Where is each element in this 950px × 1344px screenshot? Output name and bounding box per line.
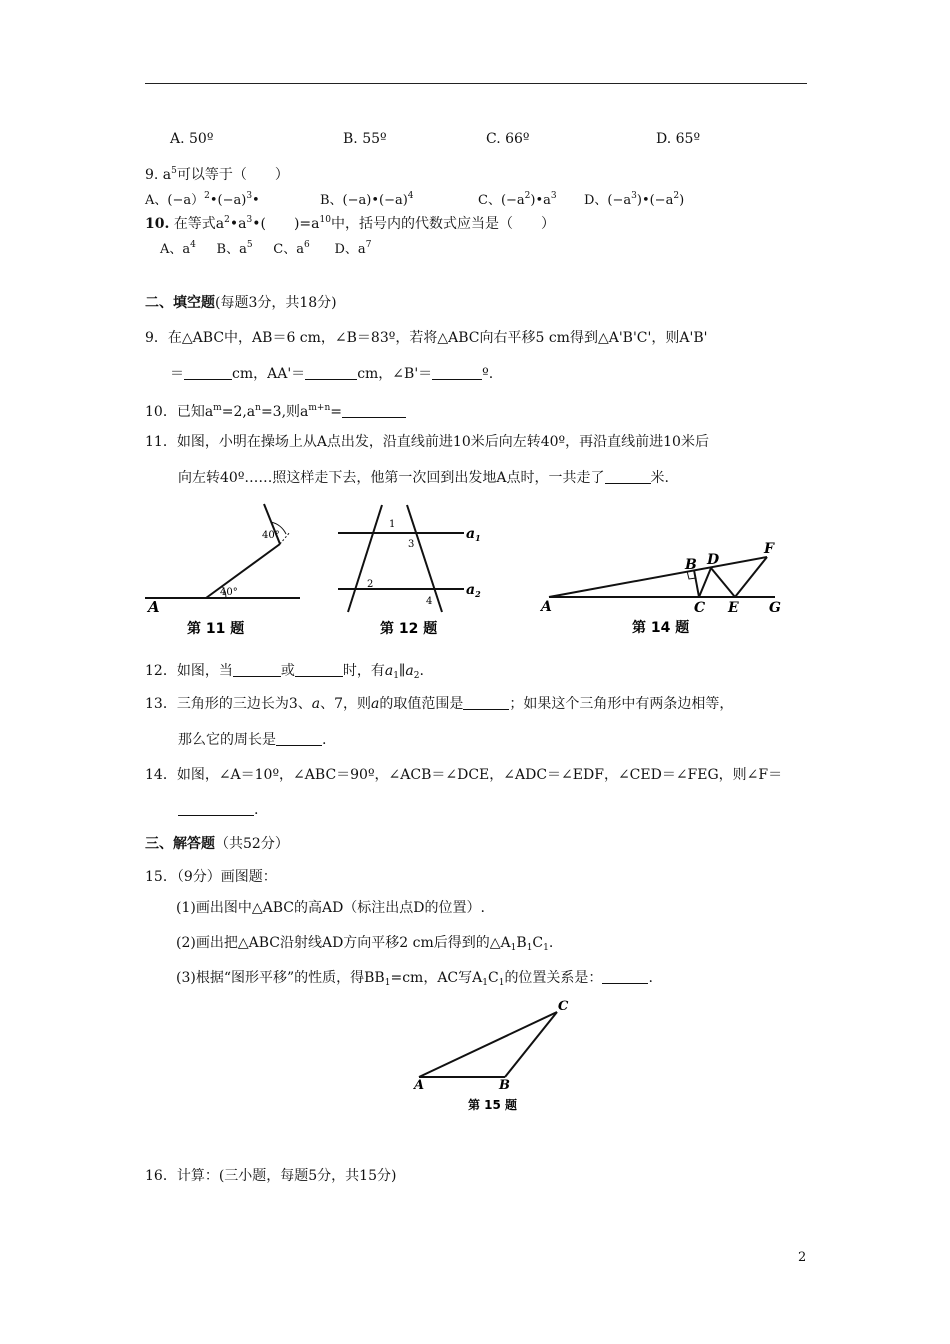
q10-choice-options: A、$a^4$ B、$a^5$ C、$a^6$ D、$a^7$ bbox=[160, 240, 372, 257]
q14-line1: 14．如图，∠A＝10º，∠ABC＝90º，∠ACB＝∠DCE，∠ADC＝∠EDF，∠CED＝∠FEG，则∠F＝ bbox=[145, 767, 783, 783]
q14-line2: . bbox=[178, 800, 258, 820]
q10-fill: 10．已知$a^m=2,a^n=3$,则$a^{m+n}=$ bbox=[145, 398, 406, 422]
fig12-angle-3: 3 bbox=[408, 539, 415, 550]
fig11-angle1-label: 40° bbox=[220, 587, 238, 598]
fig15-point-c: C bbox=[558, 999, 569, 1014]
q15-heading: 15．（9分）画图题： bbox=[145, 869, 277, 885]
fig14-point-d: D bbox=[707, 552, 720, 568]
q8-option-c: C. 66º bbox=[486, 131, 530, 147]
q13-line2: 那么它的周长是 . bbox=[178, 732, 327, 748]
section-3-heading: 三、解答题（共52分） bbox=[145, 836, 289, 852]
fig11-caption: 第 11 题 bbox=[187, 621, 245, 637]
fig15-point-a: A bbox=[414, 1078, 425, 1093]
q9-choice-option-b: B、$(-a)•(-a)^4$ bbox=[320, 191, 414, 208]
q9-choice-option-a: A、$(-a)^2•(-a)^3•$ bbox=[145, 191, 260, 208]
q8-option-a: A. 50º bbox=[170, 131, 214, 147]
q9-fill-line1: 9．在△ABC中，AB＝6 cm，∠B＝83º，若将△ABC向右平移5 cm得到△A'B'C'，则A'B' bbox=[145, 330, 708, 346]
fig12-angle-4: 4 bbox=[426, 596, 433, 607]
fig15-caption: 第 15 题 bbox=[468, 1098, 518, 1112]
fig14-caption: 第 14 题 bbox=[632, 620, 690, 636]
q10-choice-stem: 10. 在等式$a^2•a^3•$( )$=a^{10}$中，括号内的代数式应当是（ ） bbox=[145, 215, 555, 232]
header-rule bbox=[145, 83, 807, 84]
fig14-point-a: A bbox=[541, 599, 552, 615]
fig12-transversal-1 bbox=[348, 505, 382, 612]
fig12-label-a1: $a_1$ bbox=[466, 526, 481, 543]
fig12-angle-1: 1 bbox=[389, 519, 396, 530]
q13-line1: 13．三角形的三边长为3、a、7，则a的取值范围是 ；如果这个三角形中有两条边相等， bbox=[145, 696, 734, 712]
q15-part-2: (2)画出把△ABC沿射线AD方向平移2 cm后得到的$\triangle A_1B_1C_1$. bbox=[176, 935, 554, 953]
figure-14 bbox=[535, 535, 785, 645]
fig11-extension bbox=[280, 532, 290, 544]
fig14-point-e: E bbox=[728, 600, 739, 616]
q8-option-d: D. 65º bbox=[656, 131, 701, 147]
fig14-point-b: B bbox=[685, 557, 697, 573]
q9-choice-option-d: D、$(-a^3)•(-a^2)$ bbox=[584, 191, 685, 208]
fig12-caption: 第 12 题 bbox=[380, 621, 438, 637]
figure-15 bbox=[405, 996, 585, 1116]
fig14-point-c: C bbox=[694, 600, 706, 616]
fig11-point-a: A bbox=[148, 598, 160, 616]
fig12-transversal-2 bbox=[407, 505, 442, 612]
q9-choice-option-c: C、$(-a^2)•a^3$ bbox=[478, 191, 557, 208]
fig11-segment-1 bbox=[206, 544, 280, 598]
fig14-point-g: G bbox=[769, 600, 781, 616]
figure-11 bbox=[140, 496, 300, 646]
fig14-segment-de bbox=[711, 568, 735, 597]
fig11-angle2-label: 40° bbox=[262, 530, 280, 541]
q9-choice-stem: 9. $a^5$可以等于（ ） bbox=[145, 166, 289, 183]
fig14-slant-line bbox=[549, 557, 767, 597]
fig14-segment-bc bbox=[694, 570, 699, 597]
q15-part-3: (3)根据“图形平移”的性质，得$BB_1=cm$，AC写$A_1C_1$的位置关系是： . bbox=[176, 970, 653, 988]
fig15-side-bc bbox=[505, 1012, 557, 1077]
fig15-side-ac bbox=[419, 1012, 557, 1077]
q11-line2: 向左转40º……照这样走下去，他第一次回到出发地A点时，一共走了 米. bbox=[178, 470, 669, 486]
fig15-point-b: B bbox=[499, 1078, 510, 1093]
q12: 12．如图，当 或 时，有$a_1\parallel a_2$. bbox=[145, 663, 424, 681]
q8-option-b: B. 55º bbox=[343, 131, 387, 147]
q15-part-1: (1)画出图中△ABC的高AD（标注出点D的位置）. bbox=[176, 900, 485, 916]
fig14-point-f: F bbox=[764, 541, 774, 557]
figure-12 bbox=[334, 500, 494, 645]
page-number: 2 bbox=[798, 1250, 807, 1265]
q16: 16．计算：(三小题，每题5分，共15分) bbox=[145, 1168, 397, 1184]
section-2-heading: 二、填空题(每题3分，共18分) bbox=[145, 295, 337, 311]
q11-line1: 11．如图，小明在操场上从A点出发，沿直线前进10米后向左转40º，再沿直线前进10米后 bbox=[145, 434, 709, 450]
fig12-label-a2: $a_2$ bbox=[466, 582, 481, 599]
q9-fill-line2: ＝ cm，AA'＝ cm，∠B'＝ º. bbox=[170, 366, 494, 382]
fig14-segment-cd bbox=[699, 568, 711, 597]
fig12-angle-2: 2 bbox=[367, 579, 374, 590]
